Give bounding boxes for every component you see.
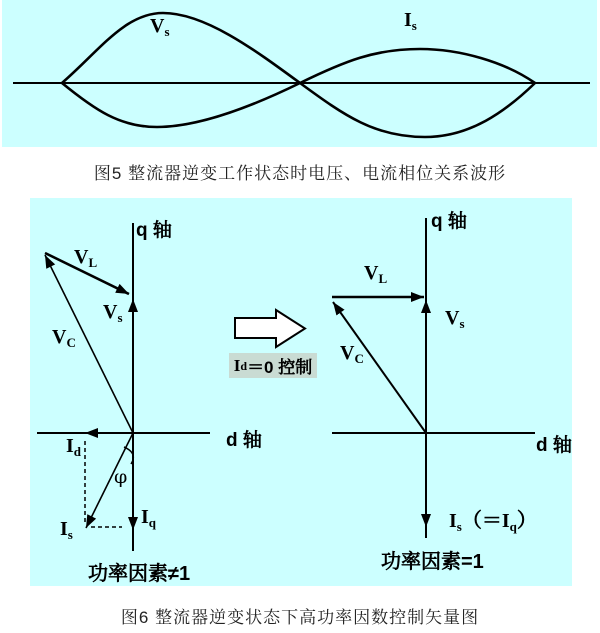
voltage-wave-curve [62,13,535,137]
figure6-caption: 图6 整流器逆变状态下高功率因数控制矢量图 [120,608,480,627]
right-d-axis-label: d 轴 [536,435,572,456]
figure6-vector-panel [30,198,572,586]
left-power-factor-label: 功率因素≠1 [88,563,191,585]
current-wave-label: $I_s$ [404,9,417,33]
left-vc-label: $V_C$ [52,326,76,350]
right-is-equals-iq-label: $I_s(=I_q)$ [449,510,537,534]
right-vc-label: $V_C$ [340,342,364,366]
left-d-axis-label: d 轴 [226,430,262,451]
figure5-waveform-panel [2,0,597,147]
right-q-axis-label: q 轴 [431,211,467,232]
voltage-wave-label: $V_s$ [150,15,170,39]
waveform-canvas [2,0,597,147]
current-wave-curve [62,49,535,127]
right-vl-label: $V_L$ [364,262,388,286]
left-vs-label: $V_s$ [103,301,123,325]
figure5-caption: 图5 整流器逆变工作状态时电压、电流相位关系波形 [93,164,507,183]
phi-angle-label: φ [114,466,128,488]
right-power-factor-label: 功率因素=1 [381,551,484,573]
left-q-axis-label: q 轴 [136,220,172,241]
right-vs-label: $V_s$ [445,307,465,331]
left-is-label: $I_s$ [60,518,73,542]
left-vl-label: $V_L$ [74,246,98,270]
right-vc-vector [333,302,426,433]
id-zero-control-label: I d ＝0 控制 [229,353,317,378]
transition-block-arrow-icon [235,310,305,347]
left-iq-label: $I_q$ [141,506,157,530]
left-id-label: $I_d$ [66,435,82,459]
